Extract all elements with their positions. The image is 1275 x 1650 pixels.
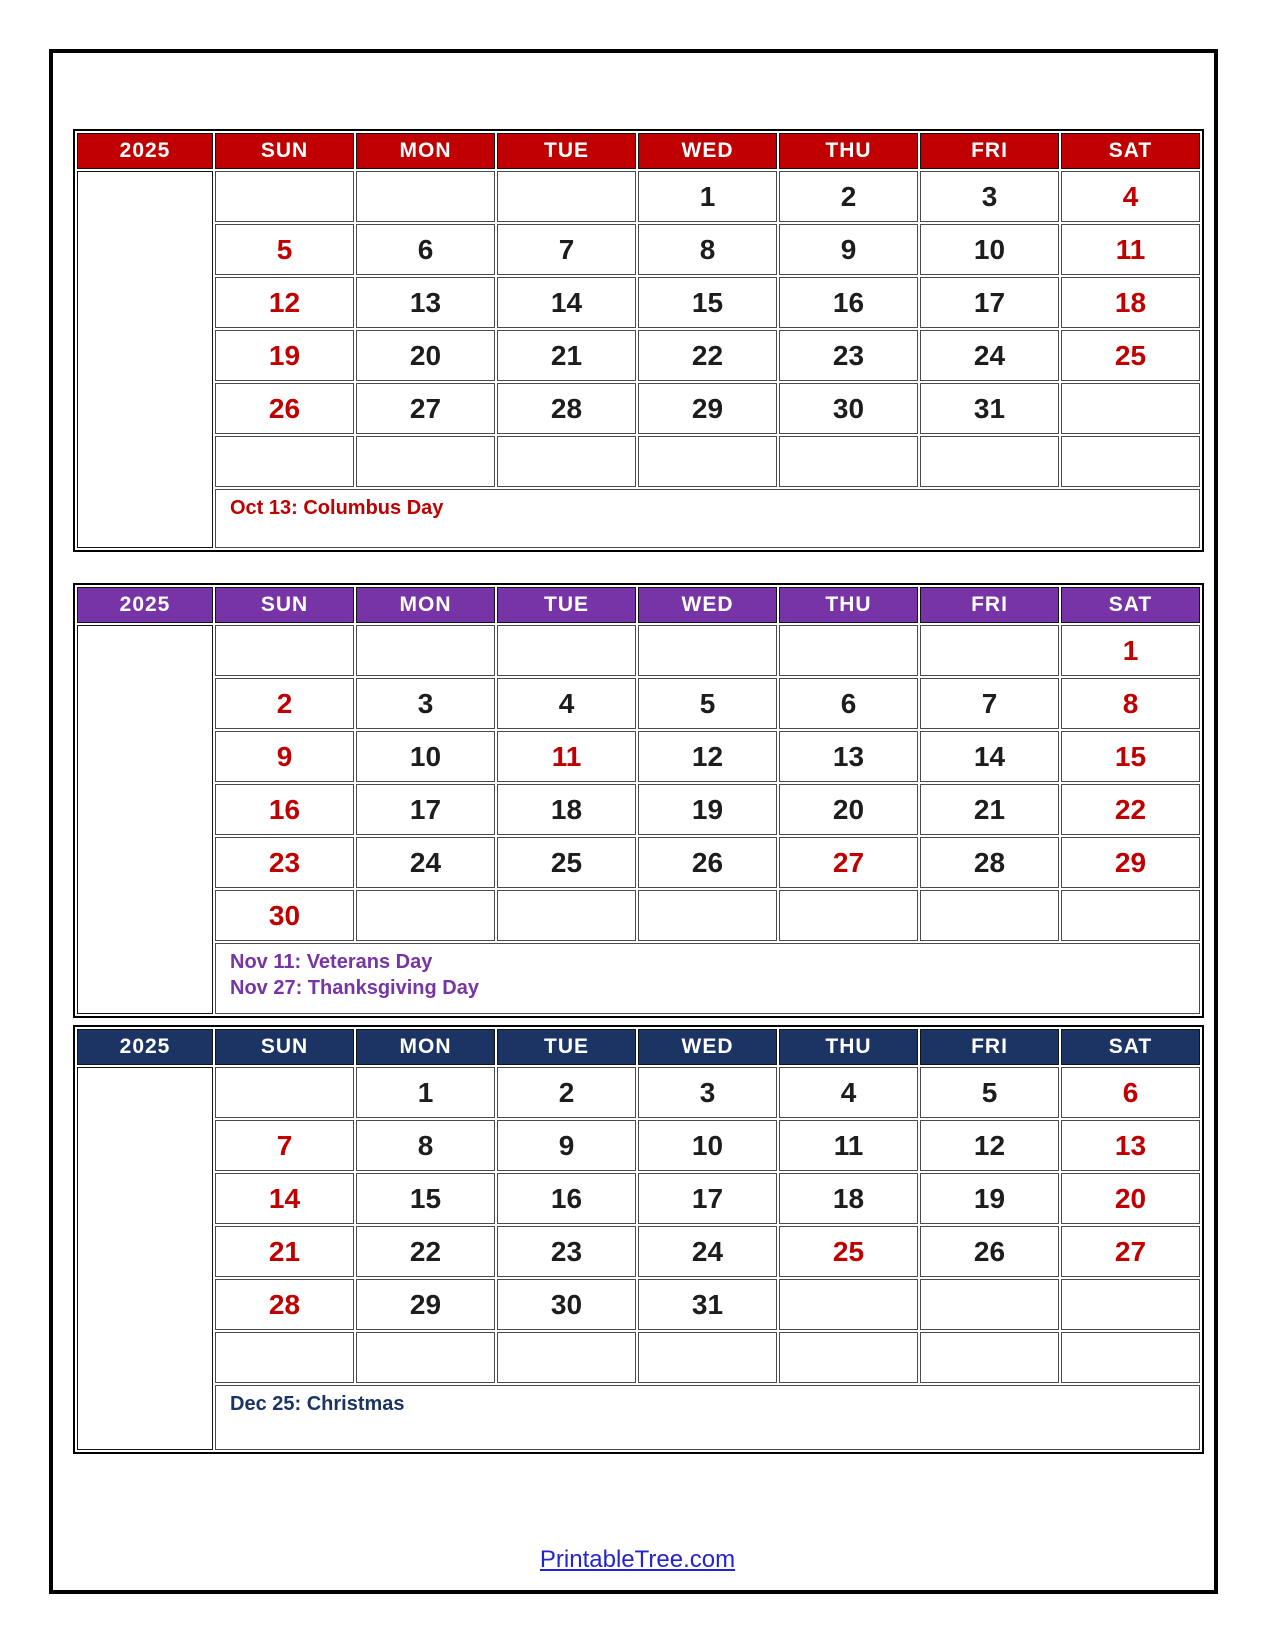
date-cell: 25 [779,1226,918,1277]
month-title: December [118,1126,171,1384]
date-cell: 17 [356,784,495,835]
year-label: 2025 [77,1029,213,1065]
weekday-header: WED [638,587,777,623]
date-cell: 13 [779,731,918,782]
date-cell: 25 [1061,330,1200,381]
holiday-notes [215,489,1200,548]
date-cell: 15 [356,1173,495,1224]
date-cell: 19 [920,1173,1059,1224]
date-cell: 9 [779,224,918,275]
date-cell [779,1332,918,1383]
date-cell [215,436,354,487]
header-row [77,133,1200,169]
date-cell [497,890,636,941]
holiday-notes [215,943,1200,1014]
date-cell: 22 [1061,784,1200,835]
date-cell: 30 [215,890,354,941]
date-cell: 23 [497,1226,636,1277]
date-cell: 18 [779,1173,918,1224]
date-cell [356,171,495,222]
date-cell: 19 [215,330,354,381]
holiday-row [77,943,1200,1014]
date-cell: 15 [1061,731,1200,782]
date-cell: 3 [638,1067,777,1118]
week-row [77,784,1200,835]
date-cell [920,1332,1059,1383]
date-cell: 12 [638,731,777,782]
date-cell: 3 [920,171,1059,222]
date-cell: 31 [638,1279,777,1330]
holiday-note: Nov 27: Thanksgiving Day [230,977,479,999]
date-cell [920,1279,1059,1330]
date-cell: 9 [215,731,354,782]
week-row [77,890,1200,941]
date-cell [920,890,1059,941]
date-cell: 11 [497,731,636,782]
date-cell: 21 [215,1226,354,1277]
date-cell: 16 [497,1173,636,1224]
weekday-header: FRI [920,587,1059,623]
date-cell [215,1332,354,1383]
calendar-november [73,583,1204,1018]
date-cell [356,890,495,941]
date-cell [497,1332,636,1383]
date-cell: 10 [638,1120,777,1171]
date-cell: 10 [356,731,495,782]
week-row [77,731,1200,782]
date-cell: 6 [356,224,495,275]
date-cell: 5 [920,1067,1059,1118]
date-cell: 12 [215,277,354,328]
date-cell: 27 [779,837,918,888]
date-cell: 15 [638,277,777,328]
header-row [77,587,1200,623]
weekday-header: MON [356,587,495,623]
date-cell: 14 [497,277,636,328]
date-cell: 5 [638,678,777,729]
date-cell [779,436,918,487]
holiday-notes [215,1385,1200,1450]
month-column [77,1067,213,1450]
date-cell: 30 [497,1279,636,1330]
date-cell: 12 [920,1120,1059,1171]
date-cell: 30 [779,383,918,434]
date-cell: 11 [1061,224,1200,275]
date-cell: 22 [356,1226,495,1277]
date-cell: 27 [1061,1226,1200,1277]
date-cell: 2 [215,678,354,729]
weekday-header: THU [779,1029,918,1065]
date-cell: 29 [1061,837,1200,888]
date-cell: 29 [638,383,777,434]
date-cell [1061,1279,1200,1330]
date-cell: 6 [779,678,918,729]
weekday-header: MON [356,133,495,169]
week-row [77,383,1200,434]
date-cell: 27 [356,383,495,434]
week-row [77,171,1200,222]
date-cell: 17 [920,277,1059,328]
date-cell [638,436,777,487]
date-cell: 7 [497,224,636,275]
holiday-row [77,1385,1200,1450]
year-label: 2025 [77,587,213,623]
date-cell: 22 [638,330,777,381]
week-row [77,1173,1200,1224]
date-cell: 9 [497,1120,636,1171]
date-cell [497,625,636,676]
date-cell: 8 [638,224,777,275]
date-cell: 21 [497,330,636,381]
date-cell: 16 [215,784,354,835]
week-row [77,837,1200,888]
week-row [77,678,1200,729]
date-cell [1061,383,1200,434]
date-cell [215,171,354,222]
date-cell [497,171,636,222]
date-cell: 4 [497,678,636,729]
date-cell: 14 [215,1173,354,1224]
date-cell: 20 [779,784,918,835]
date-cell: 11 [779,1120,918,1171]
month-title: November [118,686,171,946]
holiday-note: Dec 25: Christmas [230,1393,405,1415]
week-row [77,1279,1200,1330]
date-cell: 24 [920,330,1059,381]
date-cell [215,1067,354,1118]
date-cell: 23 [779,330,918,381]
date-cell: 20 [356,330,495,381]
weekday-header: FRI [920,133,1059,169]
month-column [77,171,213,548]
date-cell [920,625,1059,676]
weekday-header: TUE [497,587,636,623]
date-cell: 1 [1061,625,1200,676]
date-cell [356,625,495,676]
date-cell [1061,1332,1200,1383]
date-cell: 1 [356,1067,495,1118]
date-cell: 26 [215,383,354,434]
month-section-october [73,129,1204,552]
date-cell [497,436,636,487]
date-cell [920,436,1059,487]
date-cell [356,436,495,487]
week-row [77,625,1200,676]
date-cell [638,1332,777,1383]
footer [0,1546,1275,1574]
date-cell: 17 [638,1173,777,1224]
date-cell: 6 [1061,1067,1200,1118]
date-cell: 7 [920,678,1059,729]
date-cell: 23 [215,837,354,888]
weekday-header: SUN [215,1029,354,1065]
date-cell: 16 [779,277,918,328]
weekday-header: SAT [1061,587,1200,623]
calendar-october [73,129,1204,552]
holiday-note: Nov 11: Veterans Day [230,951,433,973]
week-row [77,224,1200,275]
date-cell: 13 [356,277,495,328]
date-cell: 8 [1061,678,1200,729]
date-cell: 26 [638,837,777,888]
date-cell [1061,436,1200,487]
date-cell: 28 [920,837,1059,888]
date-cell: 19 [638,784,777,835]
date-cell [215,625,354,676]
weekday-header: SUN [215,587,354,623]
date-cell [779,890,918,941]
date-cell: 24 [638,1226,777,1277]
date-cell: 14 [920,731,1059,782]
date-cell: 24 [356,837,495,888]
date-cell: 18 [1061,277,1200,328]
date-cell [638,890,777,941]
date-cell: 4 [779,1067,918,1118]
week-row [77,277,1200,328]
date-cell: 28 [497,383,636,434]
week-row [77,1226,1200,1277]
date-cell [779,1279,918,1330]
weekday-header: TUE [497,133,636,169]
calendar-december [73,1025,1204,1454]
date-cell: 25 [497,837,636,888]
week-row [77,1332,1200,1383]
week-row [77,330,1200,381]
weekday-header: WED [638,1029,777,1065]
weekday-header: SUN [215,133,354,169]
date-cell: 4 [1061,171,1200,222]
weekday-header: FRI [920,1029,1059,1065]
date-cell: 28 [215,1279,354,1330]
date-cell: 7 [215,1120,354,1171]
weekday-header: THU [779,587,918,623]
date-cell: 2 [497,1067,636,1118]
week-row [77,436,1200,487]
date-cell: 2 [779,171,918,222]
date-cell: 13 [1061,1120,1200,1171]
date-cell: 3 [356,678,495,729]
header-row [77,1029,1200,1065]
date-cell: 1 [638,171,777,222]
week-row [77,1120,1200,1171]
date-cell: 8 [356,1120,495,1171]
date-cell: 21 [920,784,1059,835]
date-cell: 29 [356,1279,495,1330]
weekday-header: THU [779,133,918,169]
date-cell: 5 [215,224,354,275]
month-title: October [118,253,171,459]
weekday-header: WED [638,133,777,169]
date-cell [779,625,918,676]
weekday-header: TUE [497,1029,636,1065]
month-column [77,625,213,1014]
week-row [77,1067,1200,1118]
weekday-header: SAT [1061,133,1200,169]
weekday-header: SAT [1061,1029,1200,1065]
date-cell [638,625,777,676]
date-cell: 31 [920,383,1059,434]
date-cell: 18 [497,784,636,835]
date-cell: 26 [920,1226,1059,1277]
month-section-december [73,1025,1204,1454]
date-cell: 20 [1061,1173,1200,1224]
month-section-november [73,583,1204,1018]
date-cell [356,1332,495,1383]
year-label: 2025 [77,133,213,169]
footer-link[interactable]: PrintableTree.com [539,1546,736,1573]
holiday-row [77,489,1200,548]
date-cell [1061,890,1200,941]
holiday-note: Oct 13: Columbus Day [230,497,444,519]
date-cell: 10 [920,224,1059,275]
weekday-header: MON [356,1029,495,1065]
